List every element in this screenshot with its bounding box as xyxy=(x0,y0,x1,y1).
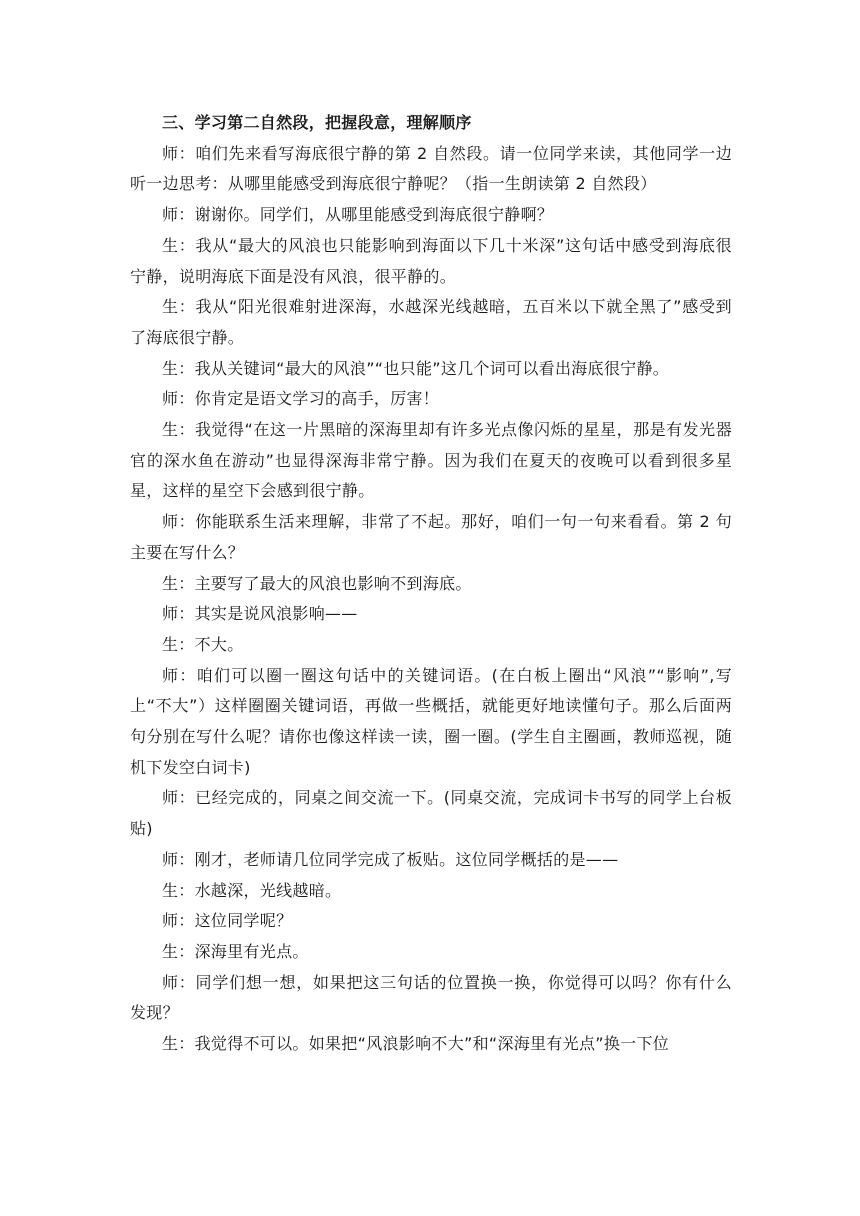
paragraph: 师：谢谢你。同学们，从哪里能感受到海底很宁静啊？ xyxy=(162,205,554,225)
paragraph: 生：水越深，光线越暗。 xyxy=(162,880,342,900)
document-body xyxy=(130,108,732,1060)
paragraph: 生：我从“阳光很难射进深海，水越深光线越暗，五百米以下就全黑了”感受到了海底很宁静。 xyxy=(130,297,732,347)
paragraph: 师：已经完成的，同桌之间交流一下。(同桌交流，完成词卡书写的同学上台板贴) xyxy=(130,788,732,839)
paragraph: 师：你肯定是语文学习的高手，厉害！ xyxy=(162,389,440,409)
section-heading: 三、学习第二自然段，把握段意，理解顺序 xyxy=(162,113,472,132)
paragraph: 师：你能联系生活来理解，非常了不起。那好，咱们一句一句来看看。第 2 句主要在写什么？ xyxy=(130,512,732,562)
paragraph: 生：我从“最大的风浪也只能影响到海面以下几十米深”这句话中感受到海底很宁静，说明海底下面是没有风浪，很平静的。 xyxy=(130,235,732,286)
paragraph: 师：咱们先来看写海底很宁静的第 2 自然段。请一位同学来读，其他同学一边听一边思考：从哪里能感受到海底很宁静呢？（指一生朗读第 2 自然段） xyxy=(130,143,732,194)
paragraph: 师：这位同学呢？ xyxy=(162,911,293,931)
paragraph: 师：其实是说风浪影响—— xyxy=(162,604,358,624)
paragraph: 师：咱们可以圈一圈这句话中的关键词语。(在白板上圈出“风浪”“影响”,写上“不大”）这样圈圈关键词语，再做一些概括，就能更好地读懂句子。那么后面两句分别在写什么呢？请你也像这样读一读，圈一圈。(学生自主圈画，教师巡视，随机下发空白词卡) xyxy=(130,665,732,777)
paragraph: 生：不大。 xyxy=(162,634,244,654)
paragraph: 生：我从关键词“最大的风浪”“也只能”这几个词可以看出海底很宁静。 xyxy=(162,358,670,378)
paragraph: 师：同学们想一想，如果把这三句话的位置换一换，你觉得可以吗？你有什么发现？ xyxy=(130,972,732,1023)
paragraph: 师：刚才，老师请几位同学完成了板贴。这位同学概括的是—— xyxy=(162,849,619,869)
paragraph: 生：深海里有光点。 xyxy=(162,941,309,961)
paragraph: 生：我觉得不可以。如果把“风浪影响不大”和“深海里有光点”换一下位 xyxy=(162,1034,670,1054)
paragraph: 生：主要写了最大的风浪也影响不到海底。 xyxy=(162,573,472,593)
paragraph: 生：我觉得“在这一片黑暗的深海里却有许多光点像闪烁的星星，那是有发光器官的深水鱼在游动”也显得深海非常宁静。因为我们在夏天的夜晚可以看到很多星星，这样的星空下会感到很宁静。 xyxy=(130,420,732,501)
